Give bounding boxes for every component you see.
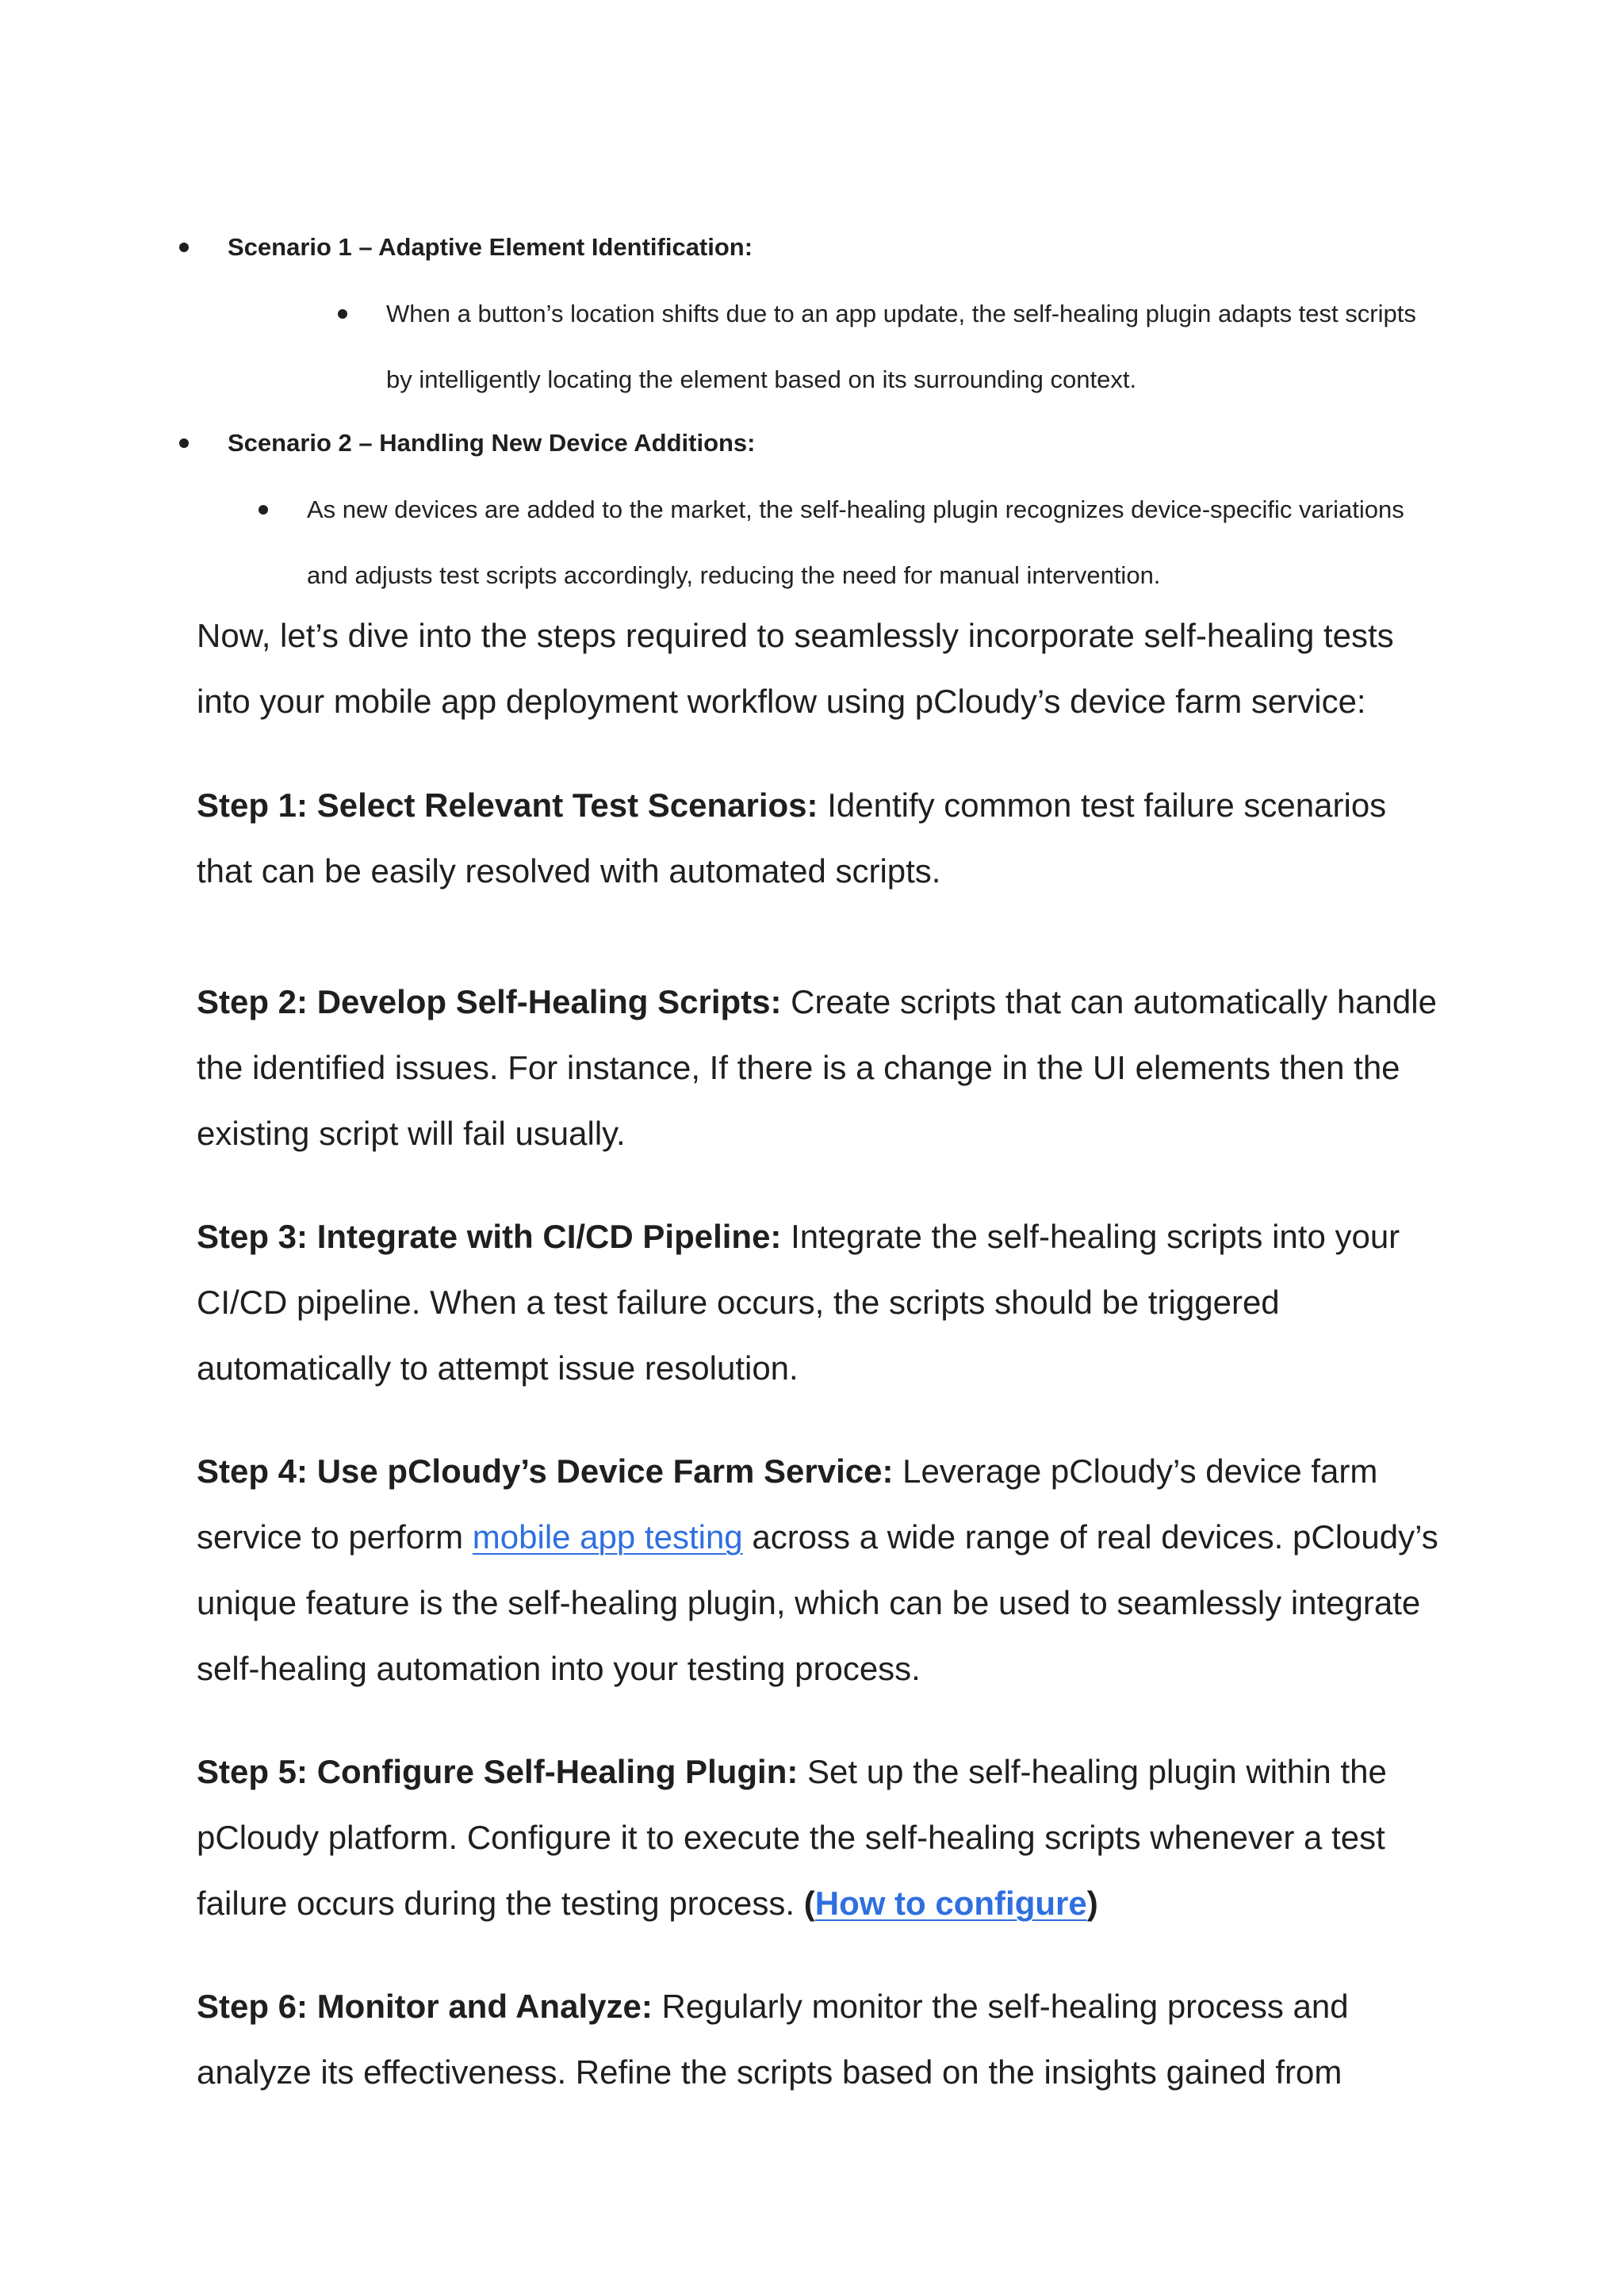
step-6-text: Regularly monitor the self-healing process and bbox=[652, 1988, 1349, 2025]
step-1-line-2: that can be easily resolved with automated scripts. bbox=[197, 852, 941, 890]
scenario-1-title: Scenario 1 – Adaptive Element Identification: bbox=[228, 233, 753, 261]
step-4-text-post: across a wide range of real devices. pCloudy’s bbox=[742, 1518, 1438, 1556]
scenario-1-line-2: by intelligently locating the element based on its surrounding context. bbox=[386, 365, 1137, 393]
step-4-line-3: unique feature is the self-healing plugin, which can be used to seamlessly integrate bbox=[197, 1584, 1421, 1621]
step-3-line-1 bbox=[197, 1216, 1400, 1257]
step-4-label: Step 4: Use pCloudy’s Device Farm Service: bbox=[197, 1452, 894, 1490]
step-5-text-pre: failure occurs during the testing process. bbox=[197, 1885, 804, 1922]
bullet-icon bbox=[179, 438, 189, 448]
step-2-line-2: the identified issues. For instance, If there is a change in the UI elements then the bbox=[197, 1049, 1400, 1086]
how-to-configure-link[interactable]: How to configure bbox=[814, 1885, 1087, 1922]
step-1-text: Identify common test failure scenarios bbox=[818, 786, 1387, 824]
step-5-line-1 bbox=[197, 1751, 1387, 1793]
step-2-line-1 bbox=[197, 982, 1437, 1023]
paren-open: ( bbox=[803, 1885, 815, 1922]
step-5-line-3 bbox=[197, 1883, 1098, 1924]
mobile-app-testing-link[interactable]: mobile app testing bbox=[472, 1518, 743, 1556]
step-6-line-2: analyze its effectiveness. Refine the scripts based on the insights gained from bbox=[197, 2053, 1342, 2091]
step-2-text: Create scripts that can automatically handle bbox=[781, 983, 1437, 1020]
step-5-label: Step 5: Configure Self-Healing Plugin: bbox=[197, 1753, 799, 1790]
step-3-line-2: CI/CD pipeline. When a test failure occurs, the scripts should be triggered bbox=[197, 1284, 1280, 1321]
step-6-label: Step 6: Monitor and Analyze: bbox=[197, 1988, 653, 2025]
step-3-line-3: automatically to attempt issue resolution. bbox=[197, 1349, 799, 1387]
scenario-2-line-1: As new devices are added to the market, the self-healing plugin recognizes device-specific variations bbox=[307, 496, 1404, 523]
bullet-icon bbox=[338, 309, 347, 319]
scenario-2-line-2: and adjusts test scripts accordingly, reducing the need for manual intervention. bbox=[307, 561, 1161, 589]
paren-close: ) bbox=[1086, 1885, 1098, 1922]
step-4-text-pre: service to perform bbox=[197, 1518, 473, 1556]
step-1-label: Step 1: Select Relevant Test Scenarios: bbox=[197, 786, 818, 824]
bullet-icon bbox=[179, 243, 189, 252]
step-4-line-2 bbox=[197, 1517, 1438, 1558]
scenario-1-line-1: When a button’s location shifts due to an app update, the self-healing plugin adapts test scripts bbox=[386, 300, 1416, 327]
step-3-label: Step 3: Integrate with CI/CD Pipeline: bbox=[197, 1218, 782, 1255]
intro-line-2: into your mobile app deployment workflow using pCloudy’s device farm service: bbox=[197, 683, 1366, 720]
step-2-line-3: existing script will fail usually. bbox=[197, 1115, 626, 1152]
step-6-line-1 bbox=[197, 1986, 1349, 2027]
intro-line-1: Now, let’s dive into the steps required to seamlessly incorporate self-healing tests bbox=[197, 617, 1394, 654]
step-5-text: Set up the self-healing plugin within the bbox=[798, 1753, 1387, 1790]
scenario-2-title: Scenario 2 – Handling New Device Additions: bbox=[228, 429, 756, 457]
step-1-line-1 bbox=[197, 785, 1386, 826]
step-2-label: Step 2: Develop Self-Healing Scripts: bbox=[197, 983, 782, 1020]
step-4-line-1 bbox=[197, 1451, 1377, 1492]
bullet-icon bbox=[259, 505, 268, 515]
step-5-line-2: pCloudy platform. Configure it to execute the self-healing scripts whenever a test bbox=[197, 1819, 1385, 1856]
step-3-text: Integrate the self-healing scripts into your bbox=[781, 1218, 1400, 1255]
step-4-text: Leverage pCloudy’s device farm bbox=[893, 1452, 1378, 1490]
step-4-line-4: self-healing automation into your testing process. bbox=[197, 1650, 921, 1687]
